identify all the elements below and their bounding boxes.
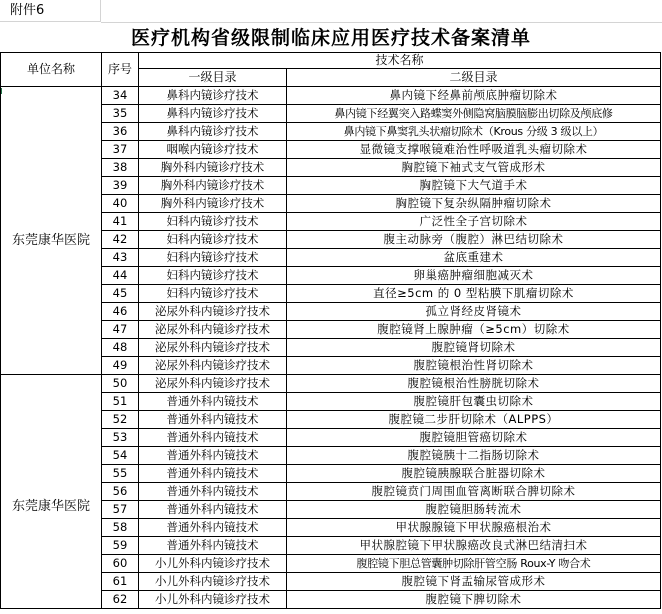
level1-cell[interactable]: 妇科内镜诊疗技术	[139, 213, 287, 231]
table-body	[1, 87, 661, 609]
level1-cell[interactable]: 普通外科内镜技术	[139, 537, 287, 555]
level1-cell[interactable]: 泌尿外科内镜诊疗技术	[139, 357, 287, 375]
level2-cell[interactable]: 甲状腺腔镜下甲状腺癌改良式淋巴结清扫术	[287, 537, 661, 555]
seq-cell[interactable]: 36	[102, 123, 139, 141]
seq-cell[interactable]: 60	[102, 555, 139, 573]
level1-cell[interactable]: 普通外科内镜技术	[139, 519, 287, 537]
level1-cell[interactable]: 妇科内镜诊疗技术	[139, 231, 287, 249]
level1-cell[interactable]: 鼻科内镜诊疗技术	[139, 123, 287, 141]
attachment-label[interactable]: 附件6	[0, 0, 101, 22]
level1-cell[interactable]: 泌尿外科内镜诊疗技术	[139, 375, 287, 393]
seq-cell[interactable]: 48	[102, 339, 139, 357]
header-level2[interactable]: 二级目录	[287, 69, 661, 87]
level1-cell[interactable]: 普通外科内镜技术	[139, 429, 287, 447]
level1-cell[interactable]: 胸外科内镜诊疗技术	[139, 159, 287, 177]
seq-cell[interactable]: 37	[102, 141, 139, 159]
level1-cell[interactable]: 妇科内镜诊疗技术	[139, 267, 287, 285]
level2-cell[interactable]: 鼻内镜下经翼突入路蝶窦外侧隐窝脑膜脑膨出切除及颅底修	[287, 105, 661, 123]
level2-cell[interactable]: 腹腔镜肝包囊虫切除术	[287, 393, 661, 411]
level2-cell[interactable]: 显微镜支撑喉镜难治性呼吸道乳头瘤切除术	[287, 141, 661, 159]
header-level1[interactable]: 一级目录	[139, 69, 287, 87]
level2-cell[interactable]: 盆底重建术	[287, 249, 661, 267]
level1-cell[interactable]: 普通外科内镜技术	[139, 501, 287, 519]
level2-cell[interactable]: 卵巢癌肿瘤细胞减灭术	[287, 267, 661, 285]
seq-cell[interactable]: 54	[102, 447, 139, 465]
level1-cell[interactable]: 妇科内镜诊疗技术	[139, 285, 287, 303]
unit-name-cell[interactable]: 东莞康华医院	[1, 87, 102, 375]
level1-cell[interactable]: 小儿外科内镜诊疗技术	[139, 573, 287, 591]
level1-cell[interactable]: 胸外科内镜诊疗技术	[139, 177, 287, 195]
seq-cell[interactable]: 38	[102, 159, 139, 177]
seq-cell[interactable]: 42	[102, 231, 139, 249]
seq-cell[interactable]: 58	[102, 519, 139, 537]
seq-cell[interactable]: 59	[102, 537, 139, 555]
seq-cell[interactable]: 61	[102, 573, 139, 591]
level2-cell[interactable]: 腹主动脉旁（腹腔）淋巴结切除术	[287, 231, 661, 249]
level2-cell[interactable]: 腹腔镜下胆总管囊肿切除肝管空肠 Roux-Y 吻合术	[287, 555, 661, 573]
header-unit-name[interactable]: 单位名称	[1, 53, 102, 87]
seq-cell[interactable]: 39	[102, 177, 139, 195]
level1-cell[interactable]: 普通外科内镜技术	[139, 465, 287, 483]
seq-cell[interactable]: 35	[102, 105, 139, 123]
level1-cell[interactable]: 泌尿外科内镜诊疗技术	[139, 303, 287, 321]
level1-cell[interactable]: 普通外科内镜技术	[139, 483, 287, 501]
seq-cell[interactable]: 34	[102, 87, 139, 105]
level1-cell[interactable]: 胸外科内镜诊疗技术	[139, 195, 287, 213]
level2-cell[interactable]: 腹腔镜肾切除术	[287, 339, 661, 357]
level2-cell[interactable]: 甲状腺腺镜下甲状腺癌根治术	[287, 519, 661, 537]
seq-cell[interactable]: 50	[102, 375, 139, 393]
level1-cell[interactable]: 鼻科内镜诊疗技术	[139, 87, 287, 105]
level2-cell[interactable]: 腹腔镜下肾盂输尿管成形术	[287, 573, 661, 591]
seq-cell[interactable]: 56	[102, 483, 139, 501]
level2-cell[interactable]: 广泛性全子宫切除术	[287, 213, 661, 231]
seq-cell[interactable]: 52	[102, 411, 139, 429]
level2-cell[interactable]: 胸腔镜下复杂纵隔肿瘤切除术	[287, 195, 661, 213]
level2-cell[interactable]: 腹腔镜根治性肾切除术	[287, 357, 661, 375]
seq-cell[interactable]: 49	[102, 357, 139, 375]
seq-cell[interactable]: 57	[102, 501, 139, 519]
level2-cell[interactable]: 鼻内镜下鼻窦乳头状瘤切除术（Krous 分级 3 级以上）	[287, 123, 661, 141]
seq-cell[interactable]: 55	[102, 465, 139, 483]
seq-cell[interactable]: 43	[102, 249, 139, 267]
table-row	[1, 87, 661, 105]
level2-cell[interactable]: 孤立肾经皮肾镜术	[287, 303, 661, 321]
seq-cell[interactable]: 45	[102, 285, 139, 303]
level2-cell[interactable]: 胸腔镜下大气道手术	[287, 177, 661, 195]
level2-cell[interactable]: 腹腔镜胆肠转流术	[287, 501, 661, 519]
level1-cell[interactable]: 妇科内镜诊疗技术	[139, 249, 287, 267]
seq-cell[interactable]: 46	[102, 303, 139, 321]
level1-cell[interactable]: 普通外科内镜技术	[139, 393, 287, 411]
seq-cell[interactable]: 44	[102, 267, 139, 285]
seq-cell[interactable]: 53	[102, 429, 139, 447]
page-title[interactable]: 医疗机构省级限制临床应用医疗技术备案清单	[130, 27, 531, 49]
level1-cell[interactable]: 小儿外科内镜诊疗技术	[139, 591, 287, 609]
level2-cell[interactable]: 腹腔镜根治性膀胱切除术	[287, 375, 661, 393]
level2-cell[interactable]: 直径≥5cm 的 0 型粘膜下肌瘤切除术	[287, 285, 661, 303]
tech-table	[0, 52, 661, 609]
seq-cell[interactable]: 62	[102, 591, 139, 609]
seq-cell[interactable]: 47	[102, 321, 139, 339]
level1-cell[interactable]: 鼻科内镜诊疗技术	[139, 105, 287, 123]
sheet-gridline	[101, 0, 662, 23]
level2-cell[interactable]: 鼻内镜下经鼻前颅底肿瘤切除术	[287, 87, 661, 105]
level1-cell[interactable]: 咽喉内镜诊疗技术	[139, 141, 287, 159]
level1-cell[interactable]: 泌尿外科内镜诊疗技术	[139, 321, 287, 339]
level2-cell[interactable]: 腹腔镜二步肝切除术（ALPPS）	[287, 411, 661, 429]
level2-cell[interactable]: 腹腔镜贲门周围血管离断联合脾切除术	[287, 483, 661, 501]
table-row	[1, 375, 661, 393]
header-tech-name[interactable]: 技术名称	[139, 53, 661, 69]
seq-cell[interactable]: 40	[102, 195, 139, 213]
level2-cell[interactable]: 胸腔镜下袖式支气管成形术	[287, 159, 661, 177]
level2-cell[interactable]: 腹腔镜胆管癌切除术	[287, 429, 661, 447]
level2-cell[interactable]: 腹腔镜胰腺联合脏器切除术	[287, 465, 661, 483]
level1-cell[interactable]: 小儿外科内镜诊疗技术	[139, 555, 287, 573]
seq-cell[interactable]: 51	[102, 393, 139, 411]
level2-cell[interactable]: 腹腔镜胰十二指肠切除术	[287, 447, 661, 465]
level2-cell[interactable]: 腹腔镜肾上腺肿瘤（≥5cm）切除术	[287, 321, 661, 339]
seq-cell[interactable]: 41	[102, 213, 139, 231]
header-seq[interactable]: 序号	[102, 53, 139, 87]
level1-cell[interactable]: 普通外科内镜技术	[139, 411, 287, 429]
level1-cell[interactable]: 普通外科内镜技术	[139, 447, 287, 465]
level2-cell[interactable]: 腹腔镜下脾切除术	[287, 591, 661, 609]
unit-name-cell[interactable]: 东莞康华医院	[1, 375, 102, 609]
level1-cell[interactable]: 泌尿外科内镜诊疗技术	[139, 339, 287, 357]
